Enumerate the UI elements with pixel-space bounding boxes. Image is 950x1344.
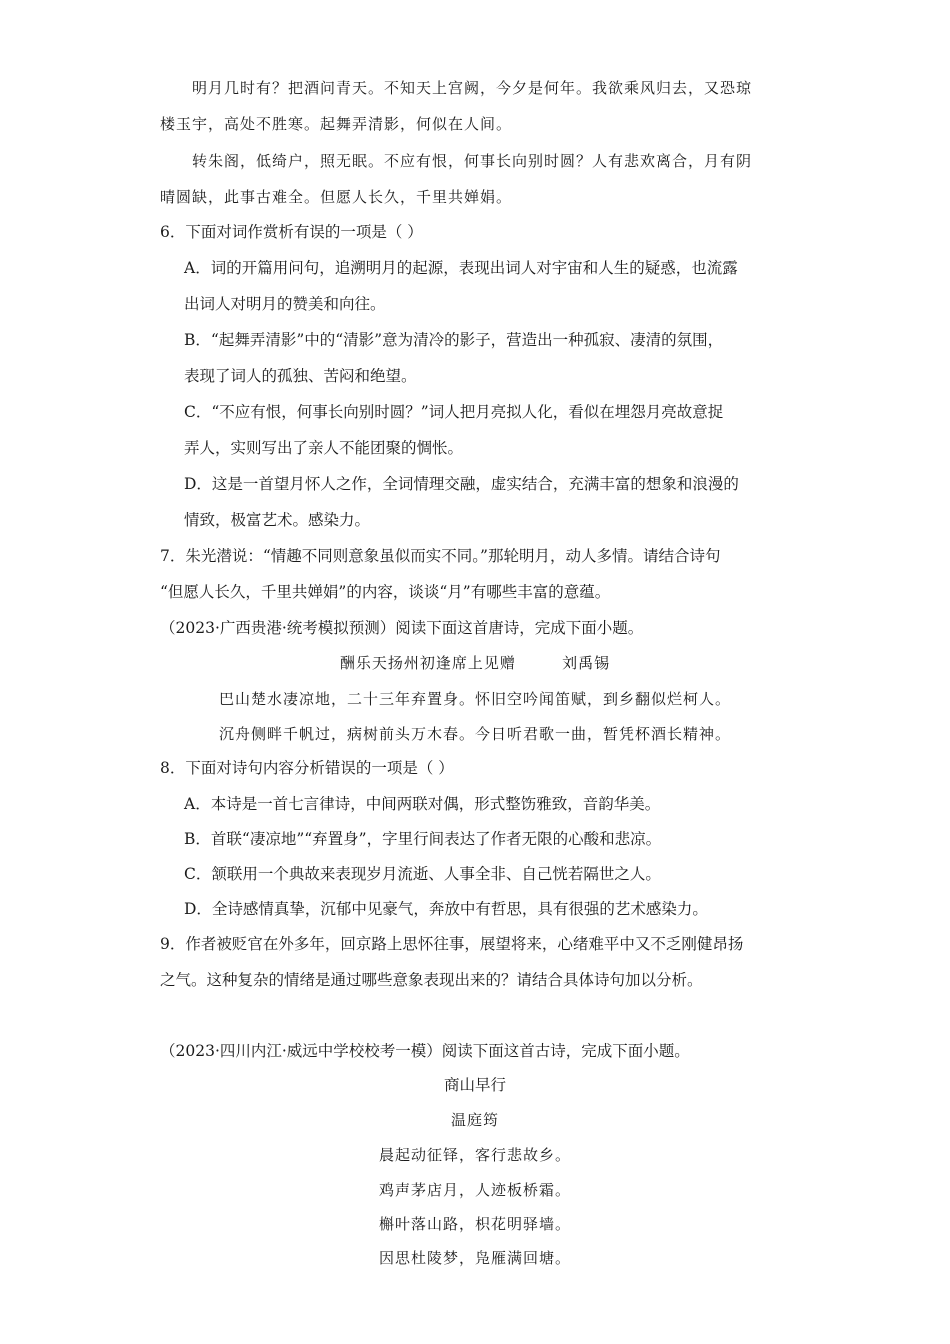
- question-6-option-a-line1: A．词的开篇用问句，追溯明月的起源，表现出词人对宇宙和人生的疑惑，也流露: [184, 259, 738, 277]
- question-6-option-c-line2: 弄人，实则写出了亲人不能团聚的惆怅。: [184, 439, 464, 457]
- section3-intro: （2023·四川内江·威远中学校校考一模）阅读下面这首古诗，完成下面小题。: [160, 1042, 690, 1060]
- question-7-line2: “但愿人长久，千里共婵娟”的内容，谈谈“月”有哪些丰富的意蕴。: [160, 583, 611, 601]
- section3-poem-line1: 晨起动征铎，客行悲故乡。: [378, 1146, 571, 1164]
- question-8-option-c: C．颔联用一个典故来表现岁月流逝、人事全非、自己恍若隔世之人。: [184, 865, 661, 883]
- section2-poem-line2: 沉舟侧畔千帆过，病树前头万木春。今日听君歌一曲，暂凭杯酒长精神。: [218, 725, 731, 743]
- question-8-option-b: B．首联“凄凉地”“弃置身”，字里行间表达了作者无限的心酸和悲凉。: [184, 830, 662, 848]
- section2-intro: （2023·广西贵港·统考模拟预测）阅读下面这首唐诗，完成下面小题。: [160, 619, 644, 637]
- section3-poem-line2: 鸡声茅店月，人迹板桥霜。: [378, 1181, 571, 1199]
- question-6-option-b-line1: B．“起舞弄清影”中的“清影”意为清冷的影子，营造出一种孤寂、凄清的氛围，: [184, 331, 724, 349]
- question-6-option-c-line1: C．“不应有恨，何事长向别时圆？”词人把月亮拟人化，看似在埋怨月亮故意捉: [184, 403, 724, 421]
- question-6-option-d-line1: D．这是一首望月怀人之作，全词情理交融，虚实结合，充满丰富的想象和浪漫的: [184, 475, 739, 493]
- question-8-stem: 8．下面对诗句内容分析错误的一项是（ ）: [160, 759, 454, 777]
- section2-poem-title: 酬乐天扬州初逢席上见赠 刘禹锡: [339, 654, 611, 672]
- question-9-line2: 之气。这种复杂的情绪是通过哪些意象表现出来的？请结合具体诗句加以分析。: [160, 971, 703, 989]
- question-6-stem: 6．下面对词作赏析有误的一项是（ ）: [160, 223, 423, 241]
- question-7-line1: 7．朱光潜说：“情趣不同则意象虽似而实不同。”那轮明月，动人多情。请结合诗句: [160, 547, 721, 565]
- question-8-option-d: D．全诗感情真挚，沉郁中见豪气，奔放中有哲思，具有很强的艺术感染力。: [184, 900, 708, 918]
- section3-poem-author: 温庭筠: [450, 1111, 499, 1129]
- question-6-option-d-line2: 情致，极富艺术。感染力。: [184, 511, 371, 529]
- section3-poem-title: 商山早行: [443, 1076, 506, 1094]
- poem1-stanza2-line1: 转朱阁，低绮户，照无眠。不应有恨，何事长向别时圆？人有悲欢离合，月有阴: [192, 152, 753, 170]
- question-6-option-b-line2: 表现了词人的孤独、苦闷和绝望。: [184, 367, 417, 385]
- section3-poem-line3: 槲叶落山路，枳花明驿墙。: [378, 1215, 571, 1233]
- question-8-option-a: A．本诗是一首七言律诗，中间两联对偶，形式整饬雅致，音韵华美。: [184, 795, 661, 813]
- poem1-stanza1-line2: 楼玉宇，高处不胜寒。起舞弄清影，何似在人间。: [160, 115, 513, 133]
- question-6-option-a-line2: 出词人对明月的赞美和向往。: [184, 295, 386, 313]
- question-9-line1: 9．作者被贬官在外多年，回京路上思怀往事，展望将来，心绪难平中又不乏刚健昂扬: [160, 935, 744, 953]
- poem1-stanza1-line1: 明月几时有？把酒问青天。不知天上宫阙，今夕是何年。我欲乘风归去，又恐琼: [192, 79, 753, 97]
- poem1-stanza2-line2: 晴圆缺，此事古难全。但愿人长久，千里共婵娟。: [160, 188, 513, 206]
- section3-poem-line4: 因思杜陵梦，凫雁满回塘。: [378, 1249, 571, 1267]
- section2-poem-line1: 巴山楚水凄凉地，二十三年弃置身。怀旧空吟闻笛赋，到乡翻似烂柯人。: [218, 690, 731, 708]
